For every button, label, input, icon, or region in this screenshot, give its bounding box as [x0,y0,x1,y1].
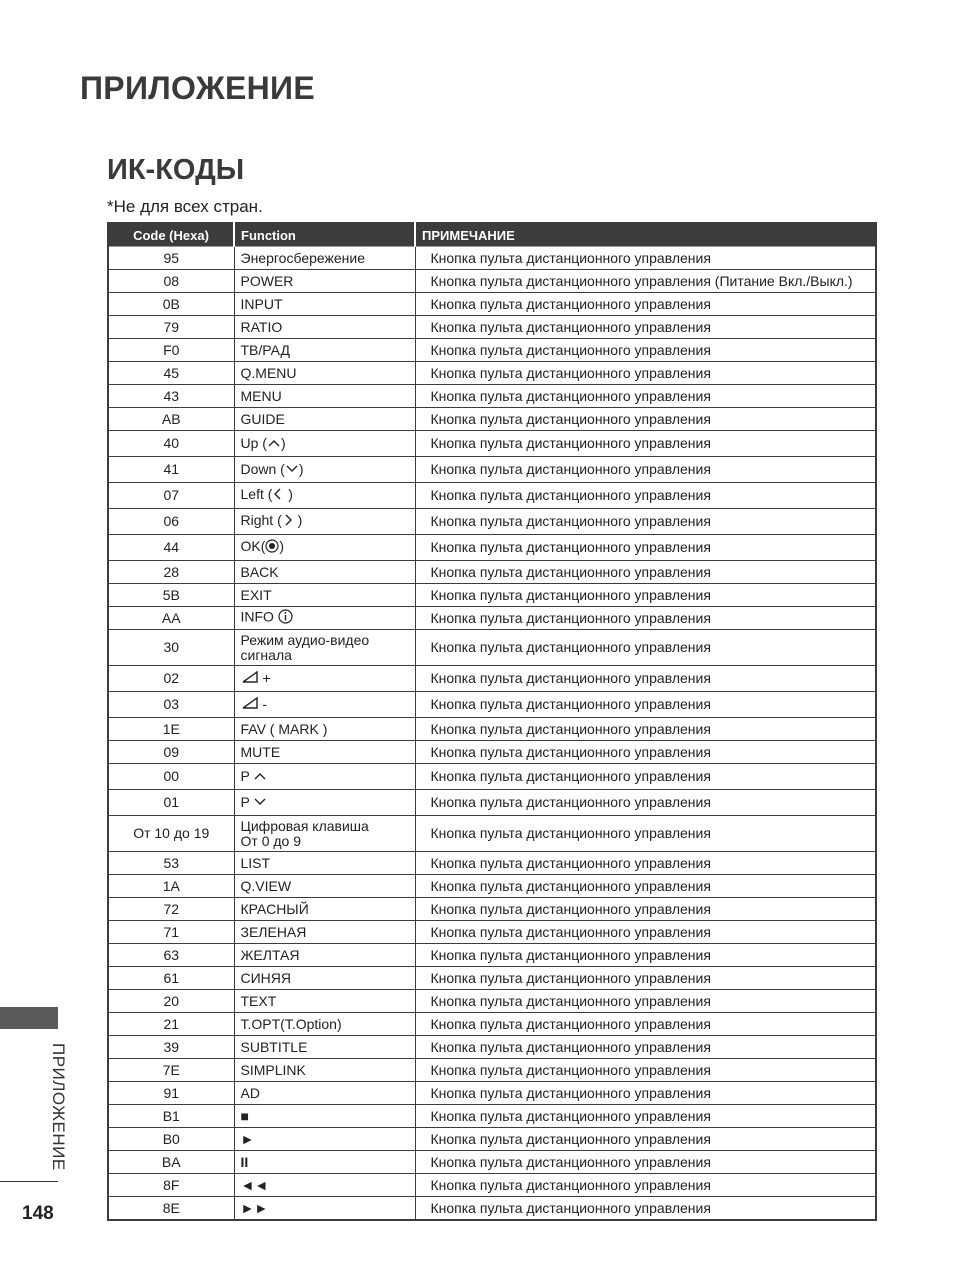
function-label: OK( [240,538,266,555]
function-cell [234,898,415,921]
function-label: КРАСНЫЙ [240,900,309,917]
function-cell [234,1059,415,1082]
function-cell [234,1151,415,1174]
ir-code-cell: 7E [108,1059,234,1082]
ir-code-cell: F0 [108,339,234,362]
table-row [108,431,876,457]
table-row [108,944,876,967]
table-row [108,852,876,875]
table-row [108,898,876,921]
function-cell [234,666,415,692]
ir-code-cell: AB [108,408,234,431]
function-cell [234,509,415,535]
ir-code-cell: 03 [108,692,234,718]
table-row [108,990,876,1013]
function-label: POWER [240,272,294,289]
function-cell [234,692,415,718]
function-cell [234,584,415,607]
function-cell [234,1128,415,1151]
function-cell [234,535,415,561]
chevron-left-icon [272,487,284,504]
table-row [108,1105,876,1128]
function-label-suffix: ) [279,538,285,555]
ir-code-cell: 63 [108,944,234,967]
note-cell: Кнопка пульта дистанционного управления [415,1013,876,1036]
table-row [108,967,876,990]
ir-code-cell: 06 [108,509,234,535]
note-cell: Кнопка пульта дистанционного управления [415,293,876,316]
table-row [108,408,876,431]
ir-code-cell: 95 [108,247,234,270]
note-cell: Кнопка пульта дистанционного управления [415,247,876,270]
function-cell [234,816,415,852]
table-row [108,1059,876,1082]
ir-code-cell: 02 [108,666,234,692]
function-label: LIST [240,854,271,871]
table-row [108,764,876,790]
note-cell: Кнопка пульта дистанционного управления [415,1059,876,1082]
note-cell: Кнопка пульта дистанционного управления [415,1036,876,1059]
note-cell: Кнопка пульта дистанционного управления [415,1151,876,1174]
function-label: SUBTITLE [240,1038,308,1055]
ir-code-cell: 09 [108,741,234,764]
function-cell [234,607,415,630]
function-label: Left ( [240,486,273,503]
function-label-suffix: - [258,695,268,712]
function-cell [234,316,415,339]
note-cell: Кнопка пульта дистанционного управления [415,921,876,944]
note-cell: Кнопка пульта дистанционного управления [415,1082,876,1105]
ir-code-cell: 8E [108,1197,234,1221]
ir-code-cell: B0 [108,1128,234,1151]
chevron-down-icon [285,462,299,477]
note-cell: Кнопка пульта дистанционного управления [415,431,876,457]
note-cell: Кнопка пульта дистанционного управления [415,1128,876,1151]
table-row [108,607,876,630]
table-row [108,270,876,293]
ir-code-cell: 41 [108,457,234,483]
function-label-suffix: ) [293,512,303,529]
table-row [108,741,876,764]
function-cell [234,852,415,875]
ir-code-cell: 45 [108,362,234,385]
function-label-suffix: ) [280,434,286,451]
table-row [108,584,876,607]
function-label: AD [240,1084,260,1101]
function-cell [234,408,415,431]
table-row [108,921,876,944]
table-row [108,1082,876,1105]
note-cell: Кнопка пульта дистанционного управления [415,967,876,990]
function-cell [234,247,415,270]
function-cell [234,431,415,457]
table-row [108,666,876,692]
ir-code-cell: 28 [108,561,234,584]
function-cell [234,764,415,790]
side-tab-marker [0,1007,58,1029]
volume-icon [241,697,259,712]
table-row [108,385,876,408]
ok-icon [265,539,279,556]
function-label: GUIDE [240,410,285,427]
function-cell [234,362,415,385]
note-cell: Кнопка пульта дистанционного управления [415,764,876,790]
ir-codes-table [107,222,877,1221]
table-row [108,875,876,898]
note-cell: Кнопка пульта дистанционного управления [415,339,876,362]
availability-note: *Не для всех стран. [107,197,263,216]
table-row [108,790,876,816]
table-row [108,1036,876,1059]
ir-code-cell: 21 [108,1013,234,1036]
ir-code-cell: 1A [108,875,234,898]
function-cell [234,339,415,362]
table-row [108,509,876,535]
note-cell: Кнопка пульта дистанционного управления [415,692,876,718]
table-row [108,1174,876,1197]
ir-code-cell: 40 [108,431,234,457]
note-cell: Кнопка пульта дистанционного управления [415,385,876,408]
function-cell [234,270,415,293]
function-label: ЖЕЛТАЯ [240,946,300,963]
function-cell [234,1197,415,1221]
function-label: II [240,1153,249,1170]
table-row [108,247,876,270]
function-label: Режим аудио-видео [240,631,370,648]
function-label: T.OPT(T.Option) [240,1015,342,1032]
function-label: Цифровая клавиша [240,817,369,834]
ir-code-cell: 8F [108,1174,234,1197]
function-label: Up ( [240,434,267,451]
table-row [108,457,876,483]
header-note: ПРИМЕЧАНИЕ [415,223,876,247]
function-cell [234,741,415,764]
table-row [108,1128,876,1151]
ir-code-cell: 61 [108,967,234,990]
function-cell [234,457,415,483]
header-code: Code (Hexa) [108,223,234,247]
function-cell [234,1105,415,1128]
table-row [108,1197,876,1221]
table-row [108,535,876,561]
note-cell: Кнопка пульта дистанционного управления [415,898,876,921]
function-cell [234,1082,415,1105]
ir-code-cell: 53 [108,852,234,875]
function-label-suffix: ) [284,486,293,503]
ir-code-cell: 0B [108,293,234,316]
table-row [108,692,876,718]
ir-code-cell: 44 [108,535,234,561]
function-label: ► [240,1130,255,1147]
function-cell [234,1013,415,1036]
side-divider [0,1181,58,1182]
table-row [108,1151,876,1174]
chevron-up-icon [267,436,281,451]
function-label: MENU [240,387,282,404]
function-label: RATIO [240,318,283,335]
function-cell [234,921,415,944]
function-label: P [240,767,254,784]
function-label: MUTE [240,743,281,760]
note-cell: Кнопка пульта дистанционного управления [415,362,876,385]
ir-code-cell: 1E [108,718,234,741]
function-cell [234,718,415,741]
table-row [108,362,876,385]
table-row [108,339,876,362]
table-header-row [108,223,876,247]
ir-code-cell: AA [108,607,234,630]
function-label: SIMPLINK [240,1061,306,1078]
function-label: BACK [240,563,279,580]
ir-code-cell: От 10 до 19 [108,816,234,852]
function-cell [234,990,415,1013]
function-cell [234,944,415,967]
ir-code-cell: 20 [108,990,234,1013]
note-cell: Кнопка пульта дистанционного управления [415,944,876,967]
function-label: Энергосбережение [240,249,366,266]
ir-code-cell: 5B [108,584,234,607]
note-cell: Кнопка пульта дистанционного управления [415,875,876,898]
function-cell [234,385,415,408]
page-title: ПРИЛОЖЕНИЕ [80,70,315,106]
function-label: EXIT [240,586,272,603]
function-label: TEXT [240,992,277,1009]
ir-code-cell: B1 [108,1105,234,1128]
note-cell: Кнопка пульта дистанционного управления [415,790,876,816]
note-cell: Кнопка пульта дистанционного управления [415,630,876,666]
function-cell [234,967,415,990]
function-cell [234,1036,415,1059]
chevron-down-icon [253,795,267,810]
ir-code-cell: 79 [108,316,234,339]
function-label-line2: сигнала [240,646,292,663]
table-row [108,293,876,316]
function-cell [234,630,415,666]
note-cell: Кнопка пульта дистанционного управления [415,535,876,561]
note-cell: Кнопка пульта дистанционного управления [415,561,876,584]
function-cell [234,293,415,316]
function-label: P [240,793,254,810]
chevron-up-icon [253,769,267,784]
ir-code-cell: 00 [108,764,234,790]
note-cell: Кнопка пульта дистанционного управления [415,509,876,535]
note-cell: Кнопка пульта дистанционного управления [415,1197,876,1221]
header-function: Function [234,223,415,247]
ir-code-cell: 30 [108,630,234,666]
ir-code-cell: 72 [108,898,234,921]
function-label: Q.VIEW [240,877,292,894]
function-label-suffix: ) [298,460,304,477]
table-row [108,718,876,741]
function-label: ЗЕЛЕНАЯ [240,923,307,940]
volume-icon [241,671,259,686]
page-number: 148 [22,1203,54,1224]
note-cell: Кнопка пульта дистанционного управления [415,316,876,339]
function-label-line2: От 0 до 9 [240,832,301,849]
ir-code-cell: 07 [108,483,234,509]
note-cell: Кнопка пульта дистанционного управления [415,718,876,741]
function-label: Down ( [240,460,285,477]
function-label: INPUT [240,295,283,312]
note-cell: Кнопка пульта дистанционного управления [415,990,876,1013]
ir-code-cell: 91 [108,1082,234,1105]
note-cell: Кнопка пульта дистанционного управления [415,816,876,852]
function-label: ►► [240,1199,269,1216]
info-icon [278,609,293,627]
note-cell: Кнопка пульта дистанционного управления [415,1174,876,1197]
function-label: ТВ/РАД [240,341,290,358]
ir-code-cell: 01 [108,790,234,816]
function-label: СИНЯЯ [240,969,292,986]
section-title: ИК-КОДЫ [107,154,245,186]
side-section-label: ПРИЛОЖЕНИЕ [49,1043,68,1171]
note-cell: Кнопка пульта дистанционного управления [415,607,876,630]
table-row [108,1013,876,1036]
table-row [108,316,876,339]
function-label: INFO [240,608,278,625]
function-label: Right ( [240,512,282,529]
note-cell: Кнопка пульта дистанционного управления [415,483,876,509]
function-cell [234,561,415,584]
ir-code-cell: 43 [108,385,234,408]
function-label-suffix: + [258,669,271,686]
table-row [108,561,876,584]
function-cell [234,1174,415,1197]
note-cell: Кнопка пульта дистанционного управления [415,741,876,764]
ir-code-cell: 08 [108,270,234,293]
ir-code-cell: 71 [108,921,234,944]
function-cell [234,875,415,898]
note-cell: Кнопка пульта дистанционного управления (Питание Вкл./Выкл.) [415,270,876,293]
note-cell: Кнопка пульта дистанционного управления [415,852,876,875]
note-cell: Кнопка пульта дистанционного управления [415,1105,876,1128]
function-label: ◄◄ [240,1176,269,1193]
function-cell [234,790,415,816]
table-row [108,630,876,666]
function-label: Q.MENU [240,364,297,381]
function-label: ■ [240,1107,249,1124]
note-cell: Кнопка пульта дистанционного управления [415,666,876,692]
table-row [108,483,876,509]
chevron-right-icon [282,513,294,530]
note-cell: Кнопка пульта дистанционного управления [415,408,876,431]
ir-code-cell: BA [108,1151,234,1174]
note-cell: Кнопка пульта дистанционного управления [415,457,876,483]
function-label: FAV ( MARK ) [240,720,328,737]
ir-code-cell: 39 [108,1036,234,1059]
note-cell: Кнопка пульта дистанционного управления [415,584,876,607]
table-row [108,816,876,852]
function-cell [234,483,415,509]
